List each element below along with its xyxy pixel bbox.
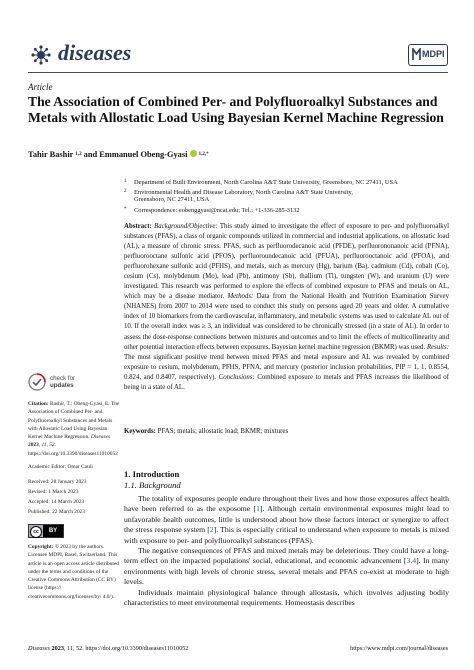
article-type: Article [28, 82, 53, 92]
citation-block: Citation: Bashir, T.; Obeng-Gyasi, E. The Association of Combined Per- and Polyfluoroalkyl Substances and Metals with Allostatic Load Using Bayesian Kernel Machine Regression. Diseases 2023, 11, 52. https://doi.org/10.3390/diseases11010052 [28, 401, 120, 457]
footer-doi[interactable]: , 11, 52. https://doi.org/10.3390/diseases11010052 [63, 645, 189, 652]
revised-date: Revised: 1 March 2023 [28, 489, 79, 495]
citation-text: Bashir, T.; Obeng-Gyasi, E. The Association of Combined Per- and Polyfluoroalkyl Substances and Metals with Allostatic Load Using Bayesian Kernel Machine Regression. [28, 401, 120, 441]
abstract [124, 222, 449, 393]
abstract-conclusions-text: Combined exposure to metals and PFAS increases the likelihood of being in a state of AL. [124, 373, 449, 391]
cc-icon: cc [30, 526, 42, 538]
abstract-results-text: The most significant positive trend between mixed PFAS and metal exposure and AL was revealed by combined exposure to cesium, molybdenum, PFHS, PFNA, and mercury (posterior inclusion probabilities, PIP = 1, 1, 0.8554, 0.824, and 0.8407, respectively). [124, 353, 449, 381]
abstract-conclusions-label: Conclusions: [218, 373, 255, 381]
header-divider [28, 72, 448, 73]
author-name[interactable]: Emmanuel Obeng-Gyasi [99, 150, 188, 159]
citation-link[interactable]: 3,4 [406, 556, 417, 566]
author-conjunction: and [83, 150, 98, 159]
cc-by-license-badge[interactable] [28, 524, 64, 538]
keywords-text: PFAS; metals; allostatic load; BKMR; mixtures [157, 428, 289, 435]
abstract-background-text: This study aimed to investigate the effect of exposure to per- and polyfluoroalkyl substances (PFAS), a class of organic compounds utilized in commercial and industrial applications, on allostatic load (AL), a measure of chronic stress. PFAS, such as perfluorodecanoic acid (PFDE), perfluorononanoic acid (PFNA), perfluorooctane sulfonic acid (PFOS), perfluoroundecanoic acid (PFUA), perfluorooctanoic acid (PFOA), and perfluorohexane sulfonic acid (PFHS), and metals, such as mercury (Hg), barium (Ba), cadmium (Cd), cobalt (Co), cesium (Cs), molybdenum (Mo), lead (Pb), antimony (Sb), thallium (Tl), tungsten (W), and uranium (U) were investigated. This research was performed to explore the effects of combined exposure to PFAS and metals on AL, which may be a disease mediator. [124, 223, 450, 301]
check-label-line2: updates [50, 382, 74, 389]
section-heading: 1. Introduction [124, 469, 180, 479]
citation-label: Citation: [28, 401, 49, 407]
keywords [124, 428, 449, 435]
abstract-methods-label: Methods: [227, 293, 254, 301]
published-date: Published: 22 March 2023 [28, 509, 86, 515]
by-icon: BY [43, 525, 63, 537]
citation-link[interactable]: 2 [209, 525, 214, 535]
citation-journal: Diseases [90, 434, 111, 441]
affiliation-item: 2 Environmental Health and Disease Laboratory, North Carolina A&T State University, [124, 189, 353, 196]
affiliation-item: 1 Department of Built Environment, North Carolina A&T State University, Greensboro, NC 27411, USA [124, 179, 398, 186]
publisher-logo[interactable] [408, 44, 448, 66]
publisher-mark-icon [412, 48, 421, 61]
keywords-label: Keywords: [124, 428, 156, 435]
publisher-name: MDPI [422, 49, 445, 59]
citation-volume: 11, 52. [41, 442, 56, 449]
copyright-text: © 2023 by the authors. Licensee MDPI, Basel, Switzerland. This article is an open access article distributed under the terms and conditions of the Creative Commons Attribution (CC BY) license (https:// creativecommons.org/licenses/by/ 4.0/). [28, 544, 120, 600]
check-updates-icon [28, 373, 46, 391]
footer-journal: Diseases [28, 645, 50, 652]
accepted-date: Accepted: 14 March 2023 [28, 499, 85, 505]
affiliation-item: Greensboro, NC 27411, USA [134, 196, 210, 203]
body-paragraph: The negative consequences of PFAS and mixed metals may be deleterious. They could have a long-term effect on the impacted populations' social, educational, and economic advancement [3,4]. In many environments with high levels of chronic stress, several metals and PFAS co-exist at moderate to high levels. [124, 546, 449, 587]
correspondence-line: * Correspondence: eobenggyasi@ncat.edu; Tel.: +1-336-285-3132 [124, 207, 300, 214]
subsection-heading: 1.1. Background [124, 480, 181, 490]
author-list [28, 150, 209, 159]
journal-name[interactable]: diseases [58, 40, 132, 65]
copyright-block [28, 543, 120, 601]
abstract-results-label: Results: [426, 343, 450, 351]
footer-year: 2023 [51, 645, 64, 652]
author-affiliation-marks: 1,2 [75, 152, 82, 157]
journal-logo-icon [30, 44, 52, 66]
received-date: Received: 28 January 2023 [28, 479, 87, 485]
footer-journal-url[interactable]: https://www.mdpi.com/journal/diseases [350, 645, 448, 652]
citation-doi-link[interactable]: https://doi.org/10.3390/diseases11010052 [28, 450, 118, 457]
check-for-updates-button[interactable] [28, 373, 90, 395]
citation-link[interactable]: 1 [256, 504, 260, 514]
author-name[interactable]: Tahir Bashir [28, 150, 74, 159]
body-paragraph: The totality of exposures people endure throughout their lives and how those exposures affect health have been referred to as the exposome [1]. Although certain environmental exposures might lead to unfavorable health outcomes, little is understood about how these factors interact or synergize to affect the stress response system [2]. This is especially critical to understand when exposure to metals is mixed with exposure to per- and polyfluoroalkyl substances (PFAS). [124, 494, 449, 545]
orcid-icon[interactable] [190, 150, 197, 157]
article-title: The Association of Combined Per- and Polyfluoroalkyl Substances and Metals with Allostatic Load Using Bayesian Kernel Machine Regression [28, 94, 444, 125]
abstract-label: Abstract: [124, 223, 152, 230]
body-text [124, 494, 449, 608]
check-label-line1: check for [50, 375, 76, 382]
abstract-background-label: Background/Objective: [154, 223, 218, 230]
author-affiliation-marks: 1,2,* [198, 152, 209, 157]
academic-editor: Academic Editor: Omar Cauli [28, 464, 93, 470]
body-paragraph: Individuals maintain physiological balance through allostasis, which involves adjusting bodily characteristics to meet environmental requirements. Homeostasis describes [124, 587, 449, 608]
abstract-methods-text: Data from the National Health and Nutrition Examination Survey (NHANES) from 2007 to 2014 were used to conduct this study on persons aged 20 years and older. A cumulative index of 10 biomarkers from the cardiovascular, inflammatory, and metabolic systems was used to calculate AL out of 10. If the overall index was ≥ 3, an individual was considered to be chronically stressed (in a state of AL). In order to assess the dose-response connections between mixtures and outcomes and to limit the effects of multicollinearity and other potential interaction effects between exposures, Bayesian kernel machine regression (BKMR) was used. [124, 293, 450, 351]
copyright-label: Copyright: [28, 544, 54, 550]
citation-year: 2023 [28, 442, 39, 449]
